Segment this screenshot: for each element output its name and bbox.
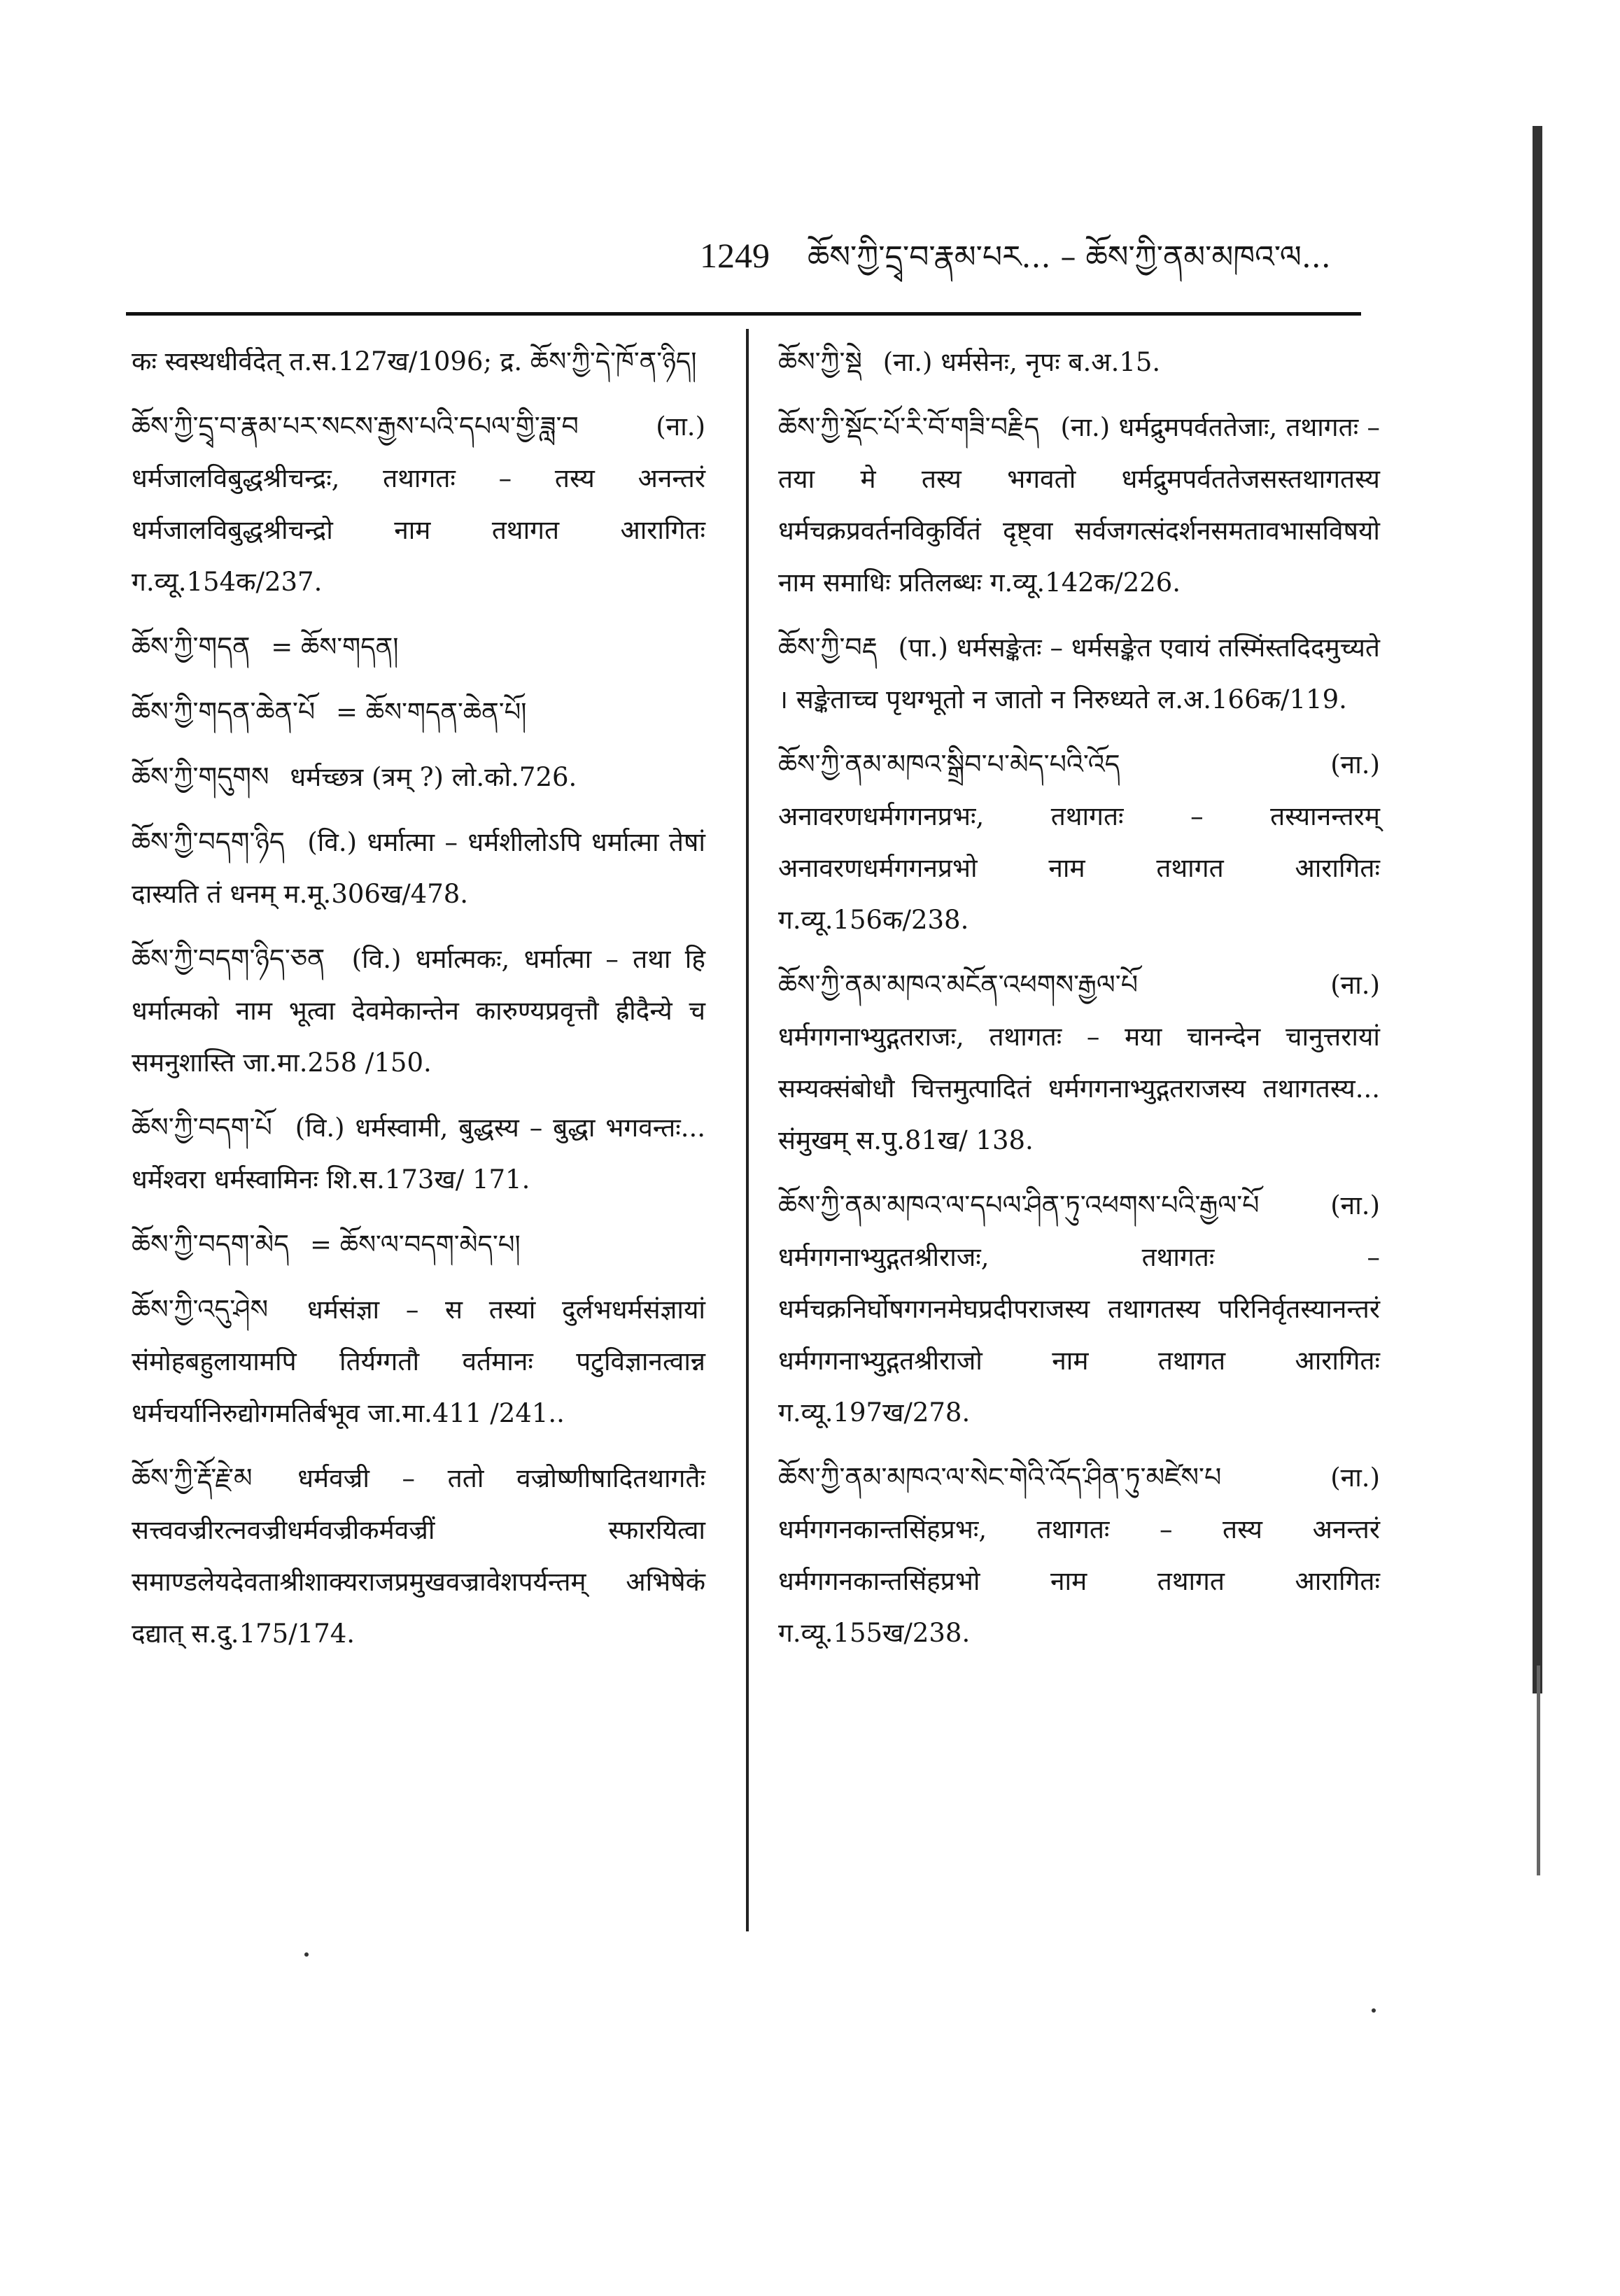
entry-headword: ཆོས་ཀྱི་འདུ་ཤེས — [132, 1294, 269, 1325]
entry-definition: धर्मवज्री – ततो वज्रोष्णीषादितथागतैः सत्त्ववज्रीरत्नवज्रीधर्मवज्रीकर्मवज्रीं स्फारयित्वा समाण्डलेयदेवताश्रीशाक्यराजप्रमुखवज्रावेशपर्यन्तम् अभिषेकं दद्यात् स.दु.175/174. — [132, 1463, 705, 1649]
dictionary-entry — [132, 751, 705, 803]
entry-definition: (वि.) धर्मस्वामी, बुद्धस्य – बुद्धा भगवन्तः... धर्मेश्वरा धर्मस्वामिनः शि.स.173ख/ 171. — [132, 1113, 706, 1195]
dictionary-entry — [778, 959, 1380, 1167]
dictionary-entry — [132, 816, 705, 920]
header-rule — [126, 312, 1361, 316]
entry-definition: (ना.) धर्मजालविबुद्धश्रीचन्द्रः, तथागतः – तस्य अनन्तरं धर्मजालविबुद्धश्रीचन्द्रो नाम तथागत आरागितः ग.व्यू.154क/237. — [132, 411, 705, 597]
dictionary-entry — [132, 1283, 705, 1439]
entry-definition: (वि.) धर्मात्मकः, धर्मात्मा – तथा हि धर्मात्मको नाम भूत्वा देवमेकान्तेन कारुण्यप्रवृत्तौ ह्रीदैन्ये च समनुशास्ति जा.मा.258 /150. — [132, 944, 705, 1078]
entry-definition: (ना.) धर्मगगनाभ्युद्गतराजः, तथागतः – मया चानन्देन चानुत्तरायां सम्यक्संबोधौ चित्तमुत्पादितं धर्मगगनाभ्युद्गतराजस्य तथागतस्य... संमुखम् स.पु.81ख/ 138. — [778, 970, 1380, 1155]
entry-definition: कः स्वस्थधीर्वदेत् त.स.127ख/1096; द्र. ཆོས་ཀྱི་དེ་ཁོ་ན་ཉིད། — [132, 346, 697, 376]
dictionary-entry — [778, 1179, 1380, 1439]
entry-headword: ཆོས་ཀྱི་བརྡ — [778, 632, 878, 663]
entry-headword: ཆོས་ཀྱི་བདག་ཉིད་ཅན — [132, 943, 325, 974]
entry-headword: ཆོས་ཀྱི་སྡོང་པོ་རི་བོ་གཟི་བརྗིད — [778, 411, 1040, 442]
column-divider — [746, 329, 749, 1931]
entry-definition: (ना.) धर्मगगनाभ्युद्गतश्रीराजः, तथागतः – धर्मचक्रनिर्घोषगगनमेघप्रदीपराजस्य तथागतस्य परिनिर्वृतस्यानन्तरं धर्मगगनाभ्युद्गतश्रीराजो नाम तथागत आरागितः ग.व्यू.197ख/278. — [778, 1190, 1380, 1428]
dictionary-entry — [132, 1218, 705, 1271]
right-column — [778, 336, 1380, 1672]
entry-headword: ཆོས་ཀྱི་རྡོ་རྗེ་མ — [132, 1463, 253, 1493]
entry-headword: ཆོས་ཀྱི་ནམ་མཁའ་སྒྲིབ་པ་མེད་པའི་འོད — [778, 749, 1120, 780]
dictionary-entry — [778, 621, 1380, 726]
entry-headword: ཆོས་ཀྱི་བདག་པོ — [132, 1112, 272, 1143]
entry-headword: ཆོས་ཀྱི་གདན — [132, 631, 251, 662]
entry-definition: (ना.) अनावरणधर्मगगनप्रभः, तथागतः – तस्यानन्तरम् अनावरणधर्मगगनप्रभो नाम तथागत आरागितः ग.व्यू.156क/238. — [778, 749, 1380, 935]
entry-headword: ཆོས་ཀྱི་གདུགས — [132, 761, 269, 792]
dictionary-entry — [778, 738, 1380, 946]
entry-definition: = ཆོས་ལ་བདག་མེད་པ། — [309, 1230, 521, 1260]
page-edge-shadow — [1533, 126, 1542, 1693]
entry-headword: ཆོས་ཀྱི་དྲྭ་བ་རྣམ་པར་སངས་རྒྱས་པའི་དཔལ་གྱི་ཟླ་བ — [132, 411, 579, 442]
entry-headword: ཆོས་ཀྱི་ནམ་མཁའ་ལ་དཔལ་ཤིན་ཏུ་འཕགས་པའི་རྒྱལ་པོ — [778, 1190, 1260, 1220]
dictionary-entry — [132, 933, 705, 1089]
dictionary-entry — [132, 621, 705, 673]
entry-definition: धर्मसंज्ञा – स तस्यां दुर्लभधर्मसंज्ञायां संमोहबहुलायामपि तिर्यग्गतौ वर्तमानः पटुविज्ञानत्वान्न धर्मचर्यानिरुद्योगमतिर्बभूव जा.मा.411 /241.. — [132, 1295, 705, 1428]
page-header — [700, 223, 1331, 309]
scan-speck — [304, 1952, 309, 1957]
dictionary-entry — [132, 336, 705, 388]
entry-headword: ཆོས་ཀྱི་ནམ་མཁའ་མངོན་འཕགས་རྒྱལ་པོ — [778, 969, 1139, 1000]
page-number: 1249 — [700, 236, 770, 275]
scan-speck — [1372, 2008, 1376, 2013]
entry-definition: (ना.) धर्मसेनः, नृपः ब.अ.15. — [882, 347, 1161, 377]
page-edge-shadow-lower — [1537, 1665, 1540, 1875]
entry-headword: ཆོས་ཀྱི་གདན་ཆེན་པོ — [132, 696, 316, 727]
entry-definition: = ཆོས་གདན་ཆེན་པོ། — [336, 697, 527, 727]
dictionary-entry — [778, 1451, 1380, 1659]
entry-headword: ཆོས་ཀྱི་བདག་ཉིད — [132, 826, 285, 857]
entry-headword: ཆོས་ཀྱི་ནམ་མཁའ་ལ་སེང་གེའི་འོད་ཤིན་ཏུ་མཛེས་པ — [778, 1462, 1222, 1493]
entry-definition: (ना.) धर्मगगनकान्तसिंहप्रभः, तथागतः – तस्य अनन्तरं धर्मगगनकान्तसिंहप्रभो नाम तथागत आरागितः ग.व्यू.155ख/238. — [778, 1463, 1380, 1648]
left-column — [132, 336, 705, 1672]
dictionary-entry — [778, 336, 1380, 388]
entry-definition: (पा.) धर्मसङ्केतः – धर्मसङ्केत एवायं तस्मिंस्तदिदमुच्यते । सङ्केताच्च पृथग्भूतो न जातो न निरुध्यते ल.अ.166क/119. — [778, 633, 1380, 714]
entry-headword: ཆོས་ཀྱི་བདག་མེད — [132, 1229, 290, 1260]
entry-definition: (वि.) धर्मात्मा – धर्मशीलोऽपि धर्मात्मा तेषां दास्यति तं धनम् म.मू.306ख/478. — [132, 827, 705, 909]
dictionary-entry — [132, 1452, 705, 1660]
dictionary-entry — [778, 401, 1380, 609]
dictionary-entry — [132, 1101, 705, 1206]
running-title: ཆོས་ཀྱི་དྲྭ་བ་རྣམ་པར... – ཆོས་ཀྱི་ནམ་མཁའ་ལ... — [808, 239, 1331, 275]
entry-definition: = ཆོས་གདན། — [271, 632, 399, 662]
dictionary-entry — [132, 686, 705, 738]
entry-definition: धर्मच्छत्र (त्रम् ?) लो.को.726. — [290, 762, 577, 792]
entry-definition: (ना.) धर्मद्रुमपर्वततेजाः, तथागतः – तया मे तस्य भगवतो धर्मद्रुमपर्वततेजसस्तथागतस्य धर्मचक्रप्रवर्तनविकुर्वितं दृष्ट्वा सर्वजगत्संदर्शनसमतावभासविषयो नाम समाधिः प्रतिलब्धः ग.व्यू.142क/226. — [778, 412, 1380, 598]
entry-headword: ཆོས་ཀྱི་སྡེ — [778, 346, 862, 377]
dictionary-entry — [132, 400, 705, 608]
